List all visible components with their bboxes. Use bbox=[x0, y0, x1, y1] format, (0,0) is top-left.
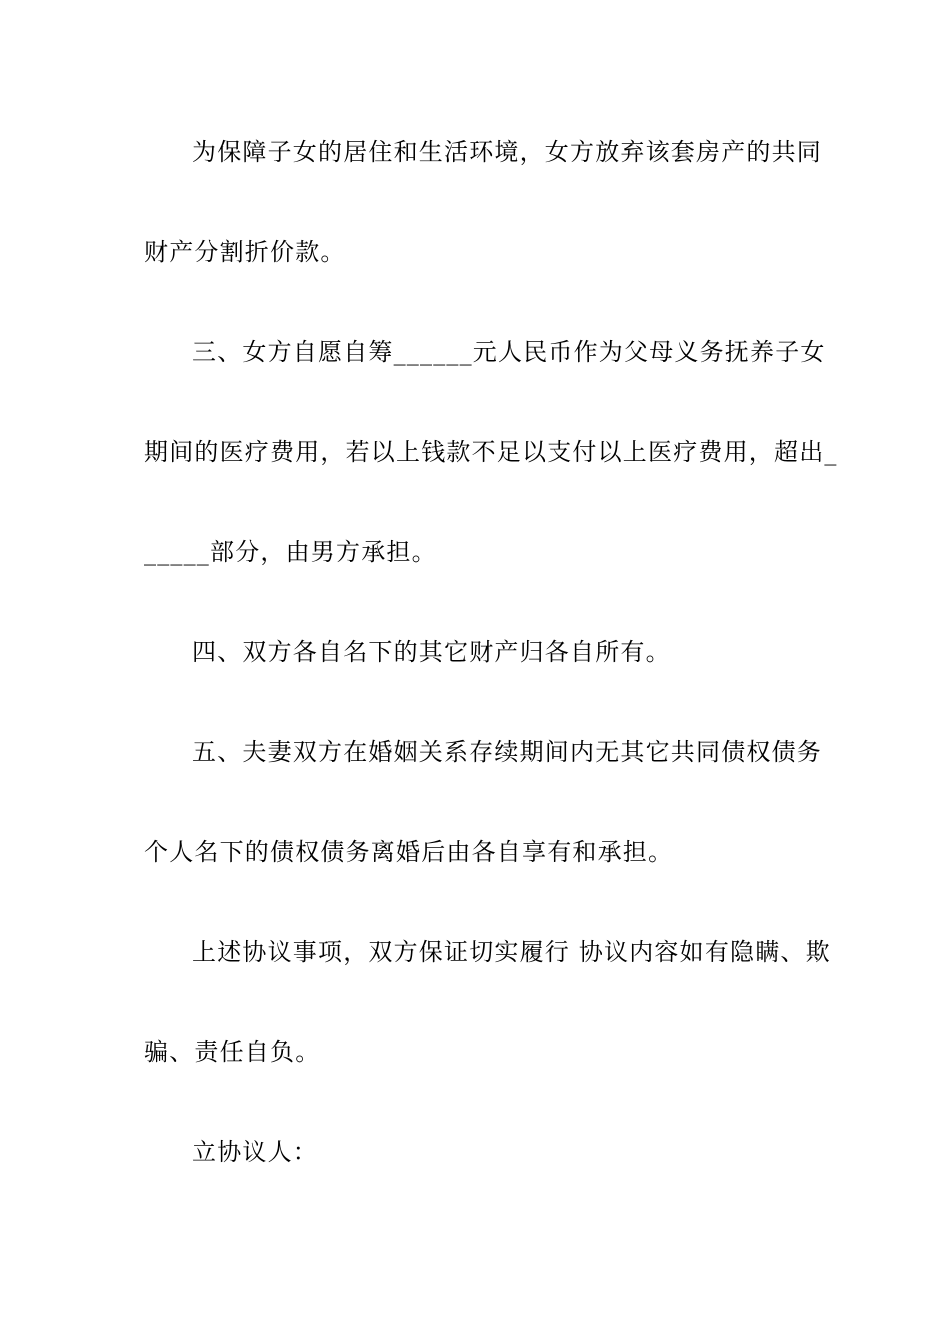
signatory-label: 立协议人： bbox=[192, 1138, 318, 1166]
paragraph-line: _____部分，由男方承担。 bbox=[144, 538, 437, 566]
clause-four-line: 四、双方各自名下的其它财产归各自所有。 bbox=[192, 638, 671, 666]
clause-five-line: 五、夫妻双方在婚姻关系存续期间内无其它共同债权债务 bbox=[192, 738, 822, 766]
paragraph-line: 个人名下的债权债务离婚后由各自享有和承担。 bbox=[144, 838, 674, 866]
paragraph-line: 期间的医疗费用，若以上钱款不足以支付以上医疗费用，超出_ bbox=[144, 438, 838, 466]
paragraph-line: 财产分割折价款。 bbox=[144, 238, 346, 266]
clause-three-line: 三、女方自愿自筹______元人民币作为父母义务抚养子女 bbox=[192, 338, 826, 366]
statement-line: 上述协议事项，双方保证切实履行 协议内容如有隐瞒、欺 bbox=[192, 938, 831, 966]
paragraph-line: 为保障子女的居住和生活环境，女方放弃该套房产的共同 bbox=[192, 138, 822, 166]
paragraph-line: 骗、责任自负。 bbox=[144, 1038, 321, 1066]
